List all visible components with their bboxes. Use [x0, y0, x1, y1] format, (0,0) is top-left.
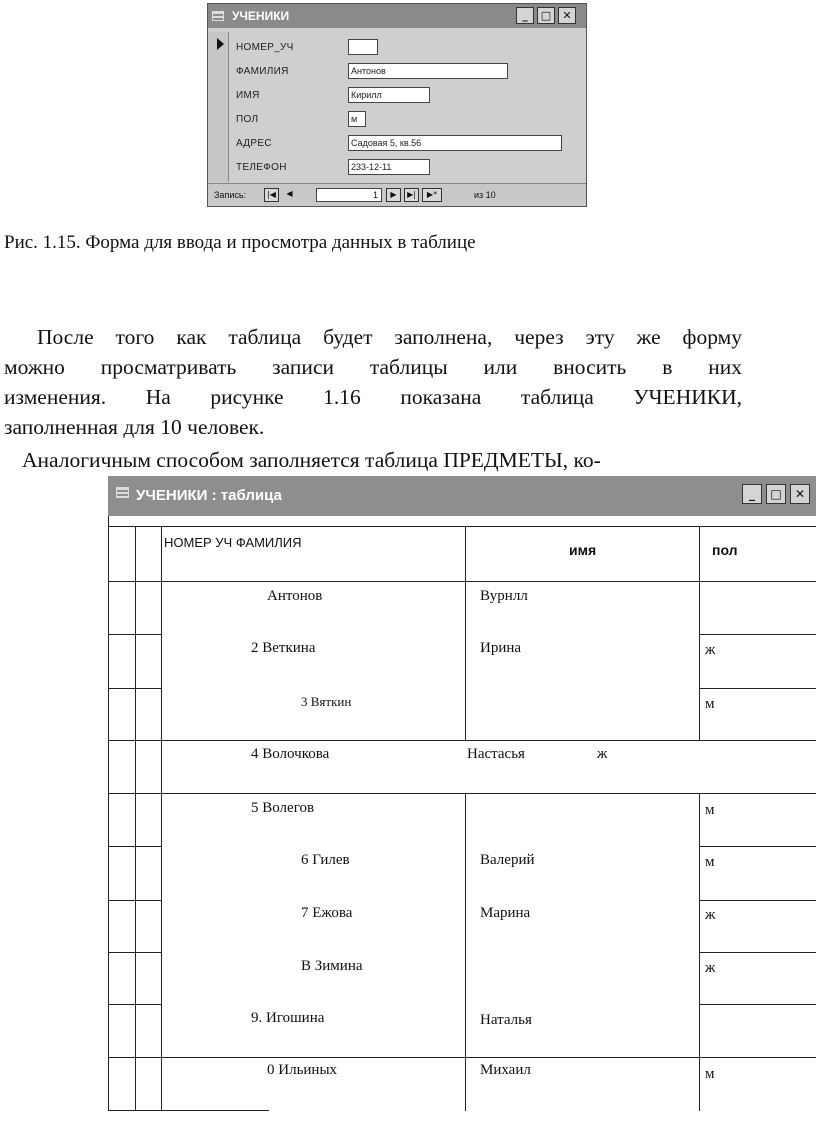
new-record-icon[interactable]: ▶*	[422, 188, 442, 202]
row-7-name[interactable]: Марина	[480, 905, 531, 921]
header-sex[interactable]: пол	[712, 542, 738, 558]
row-6-surname[interactable]: 6 Гилев	[301, 852, 350, 868]
record-selector[interactable]	[208, 32, 229, 182]
form-icon	[212, 11, 224, 21]
row-9-surname[interactable]: 9. Игошина	[251, 1010, 325, 1026]
row-10-surname[interactable]: 0 Ильиных	[267, 1062, 338, 1078]
row-5-surname[interactable]: 5 Волегов	[251, 800, 315, 816]
field-label-address: АДРЕС	[236, 138, 272, 149]
row-1-name[interactable]: Вурнлл	[480, 588, 528, 604]
field-label-phone: ТЕЛЕФОН	[236, 162, 287, 173]
form-title: УЧЕНИКИ	[232, 9, 290, 23]
maximize-icon[interactable]: □	[766, 484, 786, 504]
field-address-input[interactable]: Садовая 5, кв.56	[348, 135, 562, 151]
row-4-name[interactable]: Настасья	[467, 746, 525, 762]
row-5-sex[interactable]: м	[705, 802, 715, 818]
last-record-icon[interactable]: ▶|	[404, 188, 419, 202]
paragraph-line-4: заполненная для 10 человек.	[4, 415, 265, 439]
row-4-surname[interactable]: 4 Волочкова	[251, 746, 330, 762]
figure-caption: Рис. 1.15. Форма для ввода и просмотра данных в таблице	[4, 232, 476, 253]
row-10-sex[interactable]: м	[705, 1066, 715, 1082]
field-name-input[interactable]: Кирилл	[348, 87, 430, 103]
table-title-bar[interactable]	[108, 476, 816, 516]
close-icon[interactable]: ✕	[790, 484, 810, 504]
row-2-sex[interactable]: ж	[705, 642, 716, 658]
field-label-surname: ФАМИЛИЯ	[236, 66, 289, 77]
minimize-icon[interactable]: _	[516, 7, 534, 24]
table-grid	[108, 516, 816, 1111]
field-surname-input[interactable]: Антонов	[348, 63, 508, 79]
record-count: из 10	[474, 190, 496, 200]
field-label-sex: ПОЛ	[236, 114, 259, 125]
table-title: УЧЕНИКИ : таблица	[136, 487, 282, 504]
prev-record-icon[interactable]: ◀	[286, 189, 293, 198]
row-6-name[interactable]: Валерий	[480, 852, 535, 868]
paragraph-line-3: изменения. На рисунке 1.16 показана таблица УЧЕНИКИ,	[4, 385, 742, 409]
row-1-surname[interactable]: Антонов	[267, 588, 323, 604]
next-record-icon[interactable]: ▶	[386, 188, 401, 202]
row-6-sex[interactable]: м	[705, 854, 715, 870]
row-7-surname[interactable]: 7 Ежова	[301, 905, 353, 921]
students-form-window	[207, 3, 587, 207]
row-2-surname[interactable]: 2 Веткина	[251, 640, 316, 656]
row-9-name[interactable]: Наталья	[480, 1012, 532, 1028]
field-sex-input[interactable]: м	[348, 111, 366, 127]
paragraph-line-1: После того как таблица будет заполнена, через эту же форму	[37, 325, 742, 349]
header-num-surname[interactable]: НОМЕР УЧ ФАМИЛИЯ	[164, 535, 302, 550]
field-num-input[interactable]	[348, 39, 378, 55]
field-phone-input[interactable]: 233-12-11	[348, 159, 430, 175]
paragraph-2: Аналогичным способом заполняется таблица ПРЕДМЕТЫ, ко-	[22, 448, 601, 472]
row-8-sex[interactable]: ж	[705, 960, 716, 976]
close-icon[interactable]: ✕	[558, 7, 576, 24]
record-number-input[interactable]: 1	[316, 188, 382, 202]
form-title-bar[interactable]	[208, 4, 586, 28]
record-navigation-bar	[208, 183, 586, 206]
first-record-icon[interactable]: |◀	[264, 188, 279, 202]
row-8-surname[interactable]: В Зимина	[301, 958, 363, 974]
students-table-window	[108, 476, 816, 1111]
row-2-name[interactable]: Ирина	[480, 640, 522, 656]
current-record-arrow-icon	[217, 38, 224, 50]
maximize-icon[interactable]: □	[537, 7, 555, 24]
row-4-sex[interactable]: ж	[597, 746, 608, 762]
field-label-num: НОМЕР_УЧ	[236, 42, 294, 53]
record-label: Запись:	[214, 190, 247, 200]
row-10-name[interactable]: Михаил	[480, 1062, 531, 1078]
row-3-surname[interactable]: 3 Вяткин	[301, 694, 352, 709]
header-name[interactable]: имя	[569, 542, 597, 558]
row-3-sex[interactable]: м	[705, 696, 715, 712]
field-label-name: ИМЯ	[236, 90, 260, 101]
paragraph-line-2: можно просматривать записи таблицы или вносить в них	[4, 355, 742, 379]
row-7-sex[interactable]: ж	[705, 907, 716, 923]
minimize-icon[interactable]: _	[742, 484, 762, 504]
table-icon	[116, 487, 129, 498]
